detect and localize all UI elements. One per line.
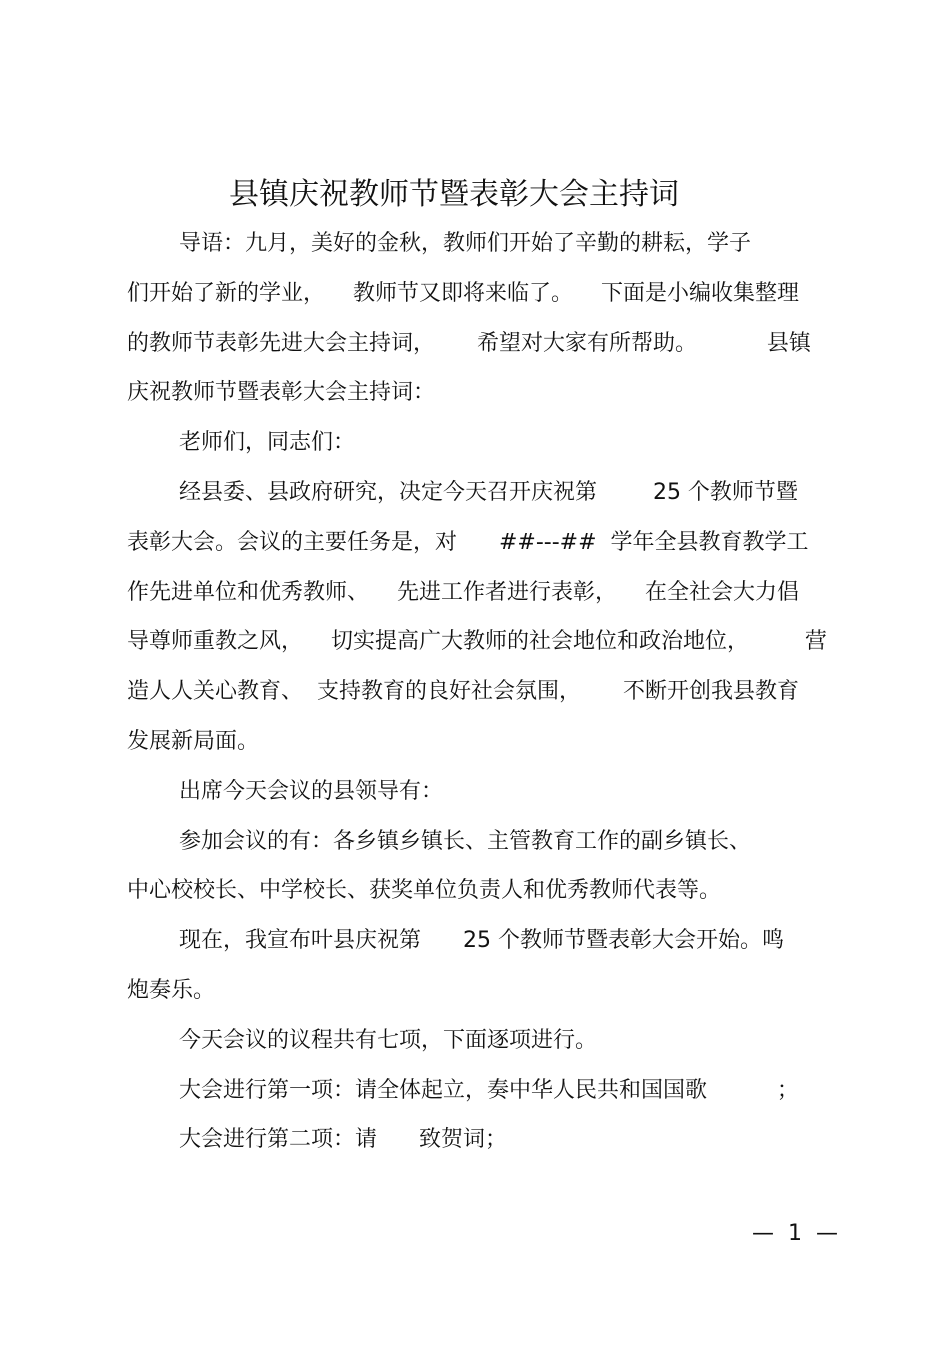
paragraph-line: 导语：九月，美好的金秋，教师们开始了辛勤的耕耘，学子 [179,231,752,256]
paragraph-line: 今天会议的议程共有七项，下面逐项进行。 [179,1028,598,1053]
page-number: — 1 — [752,1221,838,1246]
paragraph-line: 们开始了新的学业， 教师节又即将来临了。 下面是小编收集整理 [127,281,799,306]
paragraph-line: 大会进行第一项：请全体起立，奏中华人民共和国国歌 ； [179,1078,799,1103]
paragraph-line: 导尊师重教之风， 切实提高广大教师的社会地位和政治地位， 营 [127,629,827,654]
paragraph-line: 的教师节表彰先进大会主持词， 希望对大家有所帮助。 县镇 [127,331,811,356]
paragraph-line: 经县委、县政府研究，决定今天召开庆祝第 25 个教师节暨 [179,480,798,505]
paragraph-line: 发展新局面。 [127,729,260,754]
paragraph-line: 庆祝教师节暨表彰大会主持词： [127,380,436,405]
paragraph-line: 大会进行第二项：请 致贺词； [179,1127,507,1152]
paragraph-line: 造人人关心教育、 支持教育的良好社会氛围， 不断开创我县教育 [127,679,799,704]
paragraph-line: 老师们，同志们： [179,430,356,455]
paragraph-line: 出席今天会议的县领导有： [179,779,444,804]
paragraph-line: 炮奏乐。 [127,978,216,1003]
paragraph-line: 参加会议的有：各乡镇乡镇长、主管教育工作的副乡镇长、 [179,829,752,854]
paragraph-line: 表彰大会。会议的主要任务是，对 ##---## 学年全县教育教学工 [127,530,809,555]
paragraph-line: 作先进单位和优秀教师、 先进工作者进行表彰， 在全社会大力倡 [127,580,799,605]
document-title: 县镇庆祝教师节暨表彰大会主持词 [229,177,679,212]
paragraph-line: 中心校校长、中学校长、获奖单位负责人和优秀教师代表等。 [127,878,722,903]
paragraph-line: 现在，我宣布叶县庆祝第 25 个教师节暨表彰大会开始。鸣 [179,928,784,953]
